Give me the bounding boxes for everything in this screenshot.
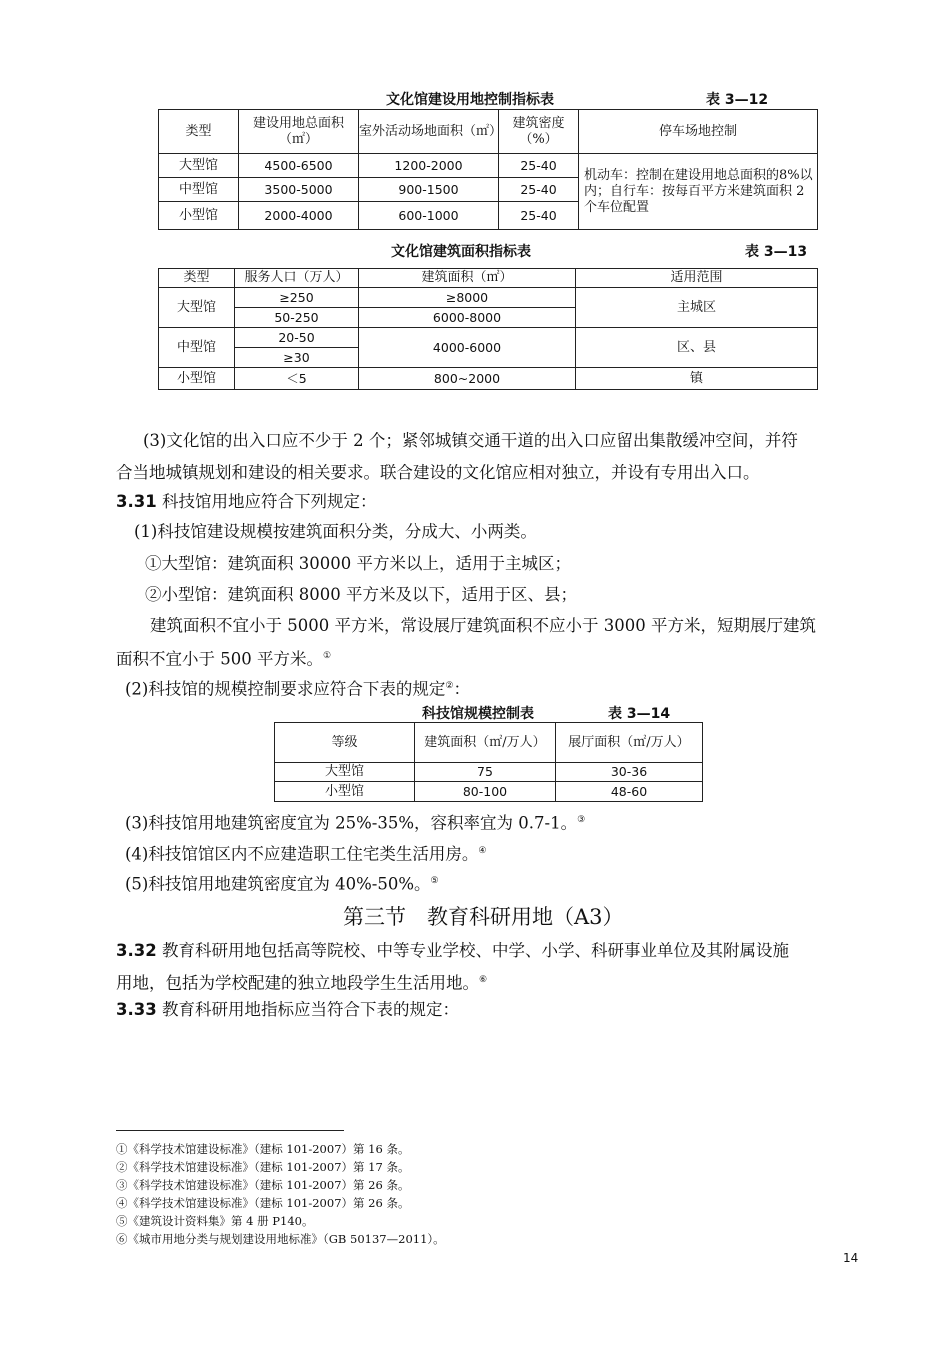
table14-header-area: 建筑面积（㎡/万人） — [415, 723, 556, 763]
table-cell: 50-250 — [235, 308, 359, 328]
text: (2)科技馆的规模控制要求应符合下表的规定 — [125, 679, 446, 699]
text: ： — [453, 679, 470, 699]
table-cell: ＜5 — [235, 368, 359, 390]
table14-header-hall: 展厅面积（㎡/万人） — [556, 723, 703, 763]
table12 — [158, 109, 818, 230]
table-cell: 48-60 — [556, 782, 703, 802]
table14 — [274, 722, 703, 802]
paragraph-small-museum: ②小型馆：建筑面积 8000 平方米及以下，适用于区、县； — [145, 585, 577, 604]
paragraph-entrance-line2: 合当地城镇规划和建设的相关要求。联合建设的文化馆应相对独立，并设有专用出入口。 — [116, 463, 760, 482]
clause-3-31 — [116, 491, 376, 513]
table12-header-parking: 停车场地控制 — [579, 110, 818, 154]
section-title: 第三节 教育科研用地（A3） — [343, 905, 624, 929]
paragraph-density-2 — [125, 870, 439, 896]
table12-header-density: 建筑密度（%） — [499, 110, 579, 154]
table-row — [159, 328, 818, 348]
table-cell: 大型馆 — [159, 288, 235, 328]
table-cell: ≥8000 — [359, 288, 576, 308]
table13-caption: 文化馆建筑面积指标表 — [391, 244, 531, 260]
table13-number: 表 3—13 — [745, 244, 808, 260]
table-cell: 大型馆 — [275, 763, 415, 782]
clause-3-32-line2 — [116, 969, 487, 995]
table-cell: 30-36 — [556, 763, 703, 782]
table14-caption: 科技馆规模控制表 — [422, 706, 534, 722]
table13 — [158, 268, 818, 390]
paragraph-area-line2 — [116, 645, 331, 671]
footnote-rule — [116, 1130, 344, 1131]
table12-header-outdoor-area: 室外活动场地面积（㎡） — [359, 110, 499, 154]
clause-text: 科技馆用地应符合下列规定： — [156, 492, 377, 511]
table12-number: 表 3—12 — [706, 92, 769, 108]
table-cell: 3500-5000 — [239, 178, 359, 202]
table-row — [275, 782, 703, 802]
footnote-marker[interactable]: ③ — [577, 815, 586, 825]
table12-caption: 文化馆建设用地控制指标表 — [386, 92, 554, 108]
footnote-2: ②《科学技术馆建设标准》（建标 101-2007）第 17 条。 — [116, 1160, 410, 1174]
table-cell: 20-50 — [235, 328, 359, 348]
clause-3-32-line1 — [116, 940, 789, 962]
footnote-marker[interactable]: ④ — [478, 846, 487, 856]
footnote-marker[interactable]: ② — [445, 681, 454, 691]
clause-number: 3.32 — [116, 941, 157, 960]
text: 用地，包括为学校配建的独立地段学生生活用地。 — [116, 973, 479, 993]
clause-number: 3.31 — [116, 492, 157, 511]
paragraph-large-museum: ①大型馆：建筑面积 30000 平方米以上，适用于主城区； — [145, 554, 571, 573]
table14-header-grade: 等级 — [275, 723, 415, 763]
clause-number: 3.33 — [116, 1000, 157, 1019]
table-cell: 小型馆 — [159, 202, 239, 230]
text: 面积不宜小于 500 平方米。 — [116, 649, 323, 669]
table-cell: 6000-8000 — [359, 308, 576, 328]
table12-header-total-area: 建设用地总面积（㎡） — [239, 110, 359, 154]
table-row — [275, 763, 703, 782]
table-row — [159, 288, 818, 308]
footnote-marker[interactable]: ⑥ — [479, 975, 488, 985]
table14-number: 表 3—14 — [608, 706, 671, 722]
text: (5)科技馆用地建筑密度宜为 40%-50%。 — [125, 874, 431, 894]
table13-header-population: 服务人口（万人） — [235, 269, 359, 288]
paragraph-housing — [125, 840, 486, 866]
table-cell: 4000-6000 — [359, 328, 576, 368]
footnote-marker[interactable]: ⑤ — [430, 876, 439, 886]
footnote-1: ①《科学技术馆建设标准》（建标 101-2007）第 16 条。 — [116, 1142, 410, 1156]
table-cell: 主城区 — [576, 288, 818, 328]
footnote-4: ④《科学技术馆建设标准》（建标 101-2007）第 26 条。 — [116, 1196, 410, 1210]
text: (3)科技馆用地建筑密度宜为 25%-35%，容积率宜为 0.7-1。 — [125, 813, 578, 833]
table-cell: 4500-6500 — [239, 154, 359, 178]
clause-3-33 — [116, 999, 459, 1021]
table-cell: 1200-2000 — [359, 154, 499, 178]
table-cell: 镇 — [576, 368, 818, 390]
table-cell: 900-1500 — [359, 178, 499, 202]
footnote-5: ⑤《建筑设计资料集》第 4 册 P140。 — [116, 1214, 314, 1228]
table-cell: 600-1000 — [359, 202, 499, 230]
table-cell: 2000-4000 — [239, 202, 359, 230]
table-cell: 小型馆 — [159, 368, 235, 390]
table-row — [159, 154, 818, 178]
paragraph-scale-classes: (1)科技馆建设规模按建筑面积分类，分成大、小两类。 — [134, 522, 537, 541]
table-row — [159, 368, 818, 390]
table-cell: ≥30 — [235, 348, 359, 368]
table-cell: 25-40 — [499, 178, 579, 202]
table-cell: 75 — [415, 763, 556, 782]
table-cell: 800~2000 — [359, 368, 576, 390]
table-cell: 小型馆 — [275, 782, 415, 802]
table-cell: ≥250 — [235, 288, 359, 308]
table13-header-scope: 适用范围 — [576, 269, 818, 288]
table13-header-type: 类型 — [159, 269, 235, 288]
table13-header-area: 建筑面积（㎡） — [359, 269, 576, 288]
paragraph-area-line1: 建筑面积不宜小于 5000 平方米，常设展厅建筑面积不应小于 3000 平方米，短期展厅建筑 — [150, 616, 816, 635]
clause-text: 教育科研用地指标应当符合下表的规定： — [156, 1000, 459, 1019]
table-cell: 25-40 — [499, 154, 579, 178]
page-number: 14 — [843, 1251, 859, 1265]
table-cell: 大型馆 — [159, 154, 239, 178]
table12-header-type: 类型 — [159, 110, 239, 154]
footnote-marker[interactable]: ① — [322, 651, 332, 661]
table-cell: 25-40 — [499, 202, 579, 230]
table-cell: 区、县 — [576, 328, 818, 368]
parking-note: 机动车：控制在建设用地总面积的8%以内；自行车：按每百平方米建筑面积 2 个车位配置 — [579, 154, 818, 230]
table-cell: 中型馆 — [159, 328, 235, 368]
footnote-6: ⑥《城市用地分类与规划建设用地标准》（GB 50137—2011）。 — [116, 1232, 445, 1246]
clause-text: 教育科研用地包括高等院校、中等专业学校、中学、小学、科研事业单位及其附属设施 — [156, 941, 789, 960]
paragraph-scale-control — [125, 675, 470, 701]
table-cell: 80-100 — [415, 782, 556, 802]
footnote-3: ③《科学技术馆建设标准》（建标 101-2007）第 26 条。 — [116, 1178, 410, 1192]
paragraph-density — [125, 809, 585, 835]
table-cell: 中型馆 — [159, 178, 239, 202]
text: (4)科技馆馆区内不应建造职工住宅类生活用房。 — [125, 844, 479, 864]
paragraph-entrance-line1: (3)文化馆的出入口应不少于 2 个；紧邻城镇交通干道的出入口应留出集散缓冲空间，并符 — [143, 431, 798, 450]
